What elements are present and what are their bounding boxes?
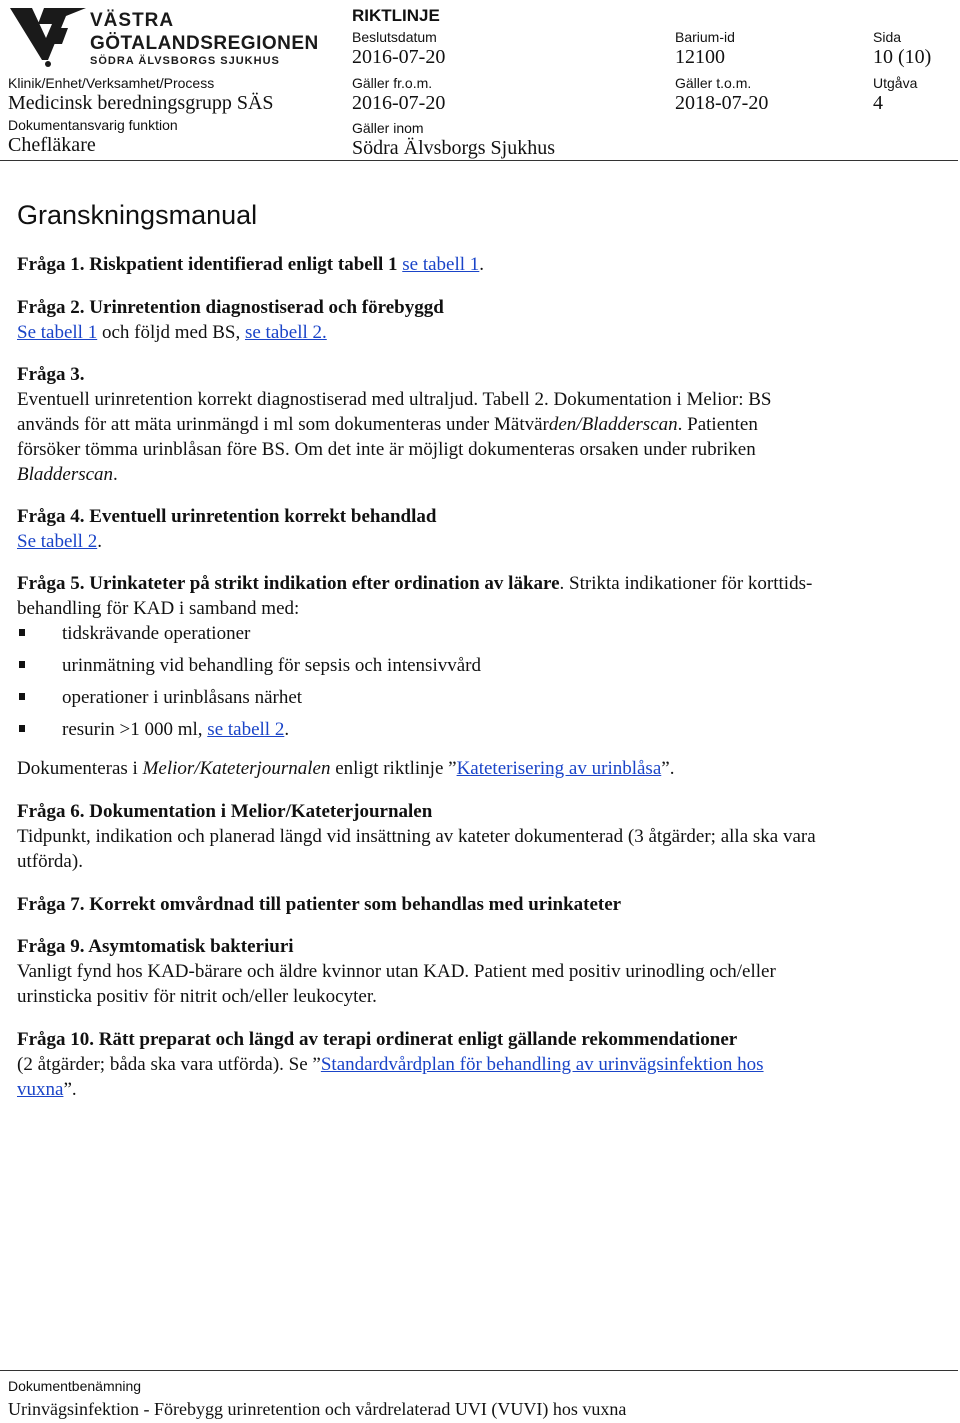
question-4-link[interactable]: Se tabell 2 <box>17 531 98 552</box>
question-4-end: . <box>97 531 102 552</box>
question-7 <box>17 892 947 917</box>
question-2 <box>17 295 947 345</box>
question-9-line-1: Vanligt fynd hos KAD-bärare och äldre kvinnor utan KAD. Patient med positiv urinodling och/eller <box>17 961 776 982</box>
edition-label: Utgåva <box>873 75 918 91</box>
question-5 <box>17 571 947 621</box>
list-item <box>17 685 481 717</box>
question-1 <box>17 252 947 277</box>
question-5-heading: Fråga 5. Urinkateter på strikt indikation efter ordination av läkare <box>17 573 560 594</box>
list-item-text: urinmätning vid behandling för sepsis och intensivvård <box>62 655 481 676</box>
list-item-text: resurin >1 000 ml, <box>62 719 208 740</box>
responsible-value: Chefläkare <box>8 134 96 156</box>
logo-line-3: SÖDRA ÄLVSBORGS SJUKHUS <box>90 55 280 67</box>
footer-divider <box>0 1370 958 1371</box>
question-3-line-2b: den/Bladderscan <box>548 414 678 435</box>
doc-italic: Melior/Kateterjournalen <box>142 758 331 779</box>
list-item-text: tidskrävande operationer <box>62 623 251 644</box>
beslutsdatum-label: Beslutsdatum <box>352 29 437 45</box>
valid-within-value: Södra Älvsborgs Sjukhus <box>352 137 555 159</box>
question-5-text-2: behandling för KAD i samband med: <box>17 598 300 619</box>
question-10-text: (2 åtgärder; båda ska vara utförda). Se ” <box>17 1054 321 1075</box>
indication-list <box>17 621 481 749</box>
barium-id-label: Barium-id <box>675 29 735 45</box>
question-4-heading: Fråga 4. Eventuell urinretention korrekt behandlad <box>17 506 437 527</box>
footer-document-name: Urinvägsinfektion - Förebygg urinretention och vårdrelaterad UVI (VUVI) hos vuxna <box>8 1399 627 1419</box>
doc-end: ”. <box>661 758 675 779</box>
footer-label: Dokumentbenämning <box>8 1378 142 1394</box>
bullet-4-end: . <box>284 719 290 740</box>
question-3-line-2a: används för att mäta urinmängd i ml som dokumenteras under Mätvär <box>17 414 549 435</box>
question-7-heading: Fråga 7. Korrekt omvårdnad till patienter som behandlas med urinkateter <box>17 894 622 915</box>
header-divider <box>0 160 958 161</box>
question-2-text: och följd med BS, <box>97 322 245 343</box>
question-3-heading: Fråga 3. <box>17 364 85 385</box>
question-1-link[interactable]: se tabell 1 <box>402 254 480 275</box>
question-2-heading: Fråga 2. Urinretention diagnostiserad och förebyggd <box>17 297 444 318</box>
question-6 <box>17 799 947 874</box>
bullet-4-link[interactable]: se tabell 2 <box>207 719 285 740</box>
edition-value: 4 <box>873 92 883 114</box>
question-6-line-1: Tidpunkt, indikation och planerad längd vid insättning av kateter dokumenterad (3 åtgärder; alla ska vara <box>17 826 816 847</box>
valid-from-label: Gäller fr.o.m. <box>352 75 433 91</box>
list-item <box>17 653 481 685</box>
question-1-heading: Fråga 1. Riskpatient identifierad enligt tabell 1 <box>17 254 398 275</box>
question-6-line-2: utförda). <box>17 851 83 872</box>
valid-to-value: 2018-07-20 <box>675 92 769 114</box>
question-2-link-1[interactable]: Se tabell 1 <box>17 322 98 343</box>
bullet-square-icon <box>19 725 25 732</box>
question-3-line-2c: . Patienten <box>677 414 758 435</box>
valid-within-label: Gäller inom <box>352 120 424 136</box>
question-5-documentation <box>17 756 947 781</box>
question-6-heading: Fråga 6. Dokumentation i Melior/Kateterjournalen <box>17 801 433 822</box>
question-4 <box>17 504 947 554</box>
list-item <box>17 621 481 653</box>
question-5-text-1: . Strikta indikationer för korttids- <box>559 573 813 594</box>
question-3-line-1: Eventuell urinretention korrekt diagnostiserad med ultraljud. Tabell 2. Dokumentation i Melior: BS <box>17 389 772 410</box>
logo-line-1: VÄSTRA <box>90 10 175 31</box>
question-3-line-3: försöker tömma urinblåsan före BS. Om det inte är möjligt dokumenteras orsaken under rubriken <box>17 439 756 460</box>
page-value: 10 (10) <box>873 46 932 68</box>
barium-id-value: 12100 <box>675 46 725 68</box>
valid-to-label: Gäller t.o.m. <box>675 75 752 91</box>
klinik-value: Medicinsk beredningsgrupp SÄS <box>8 92 274 114</box>
question-10 <box>17 1027 947 1102</box>
logo-line-2: GÖTALANDSREGIONEN <box>90 33 319 54</box>
question-1-end: . <box>479 254 485 275</box>
valid-from-value: 2016-07-20 <box>352 92 446 114</box>
klinik-label: Klinik/Enhet/Verksamhet/Process <box>8 75 215 91</box>
document-type: RIKTLINJE <box>352 6 440 25</box>
doc-pre: Dokumenteras i <box>17 758 143 779</box>
question-9-line-2: urinsticka positiv för nitrit och/eller leukocyter. <box>17 986 377 1007</box>
question-9-heading: Fråga 9. Asymtomatisk bakteriuri <box>17 936 294 957</box>
bullet-square-icon <box>19 661 25 668</box>
question-10-end: ”. <box>63 1079 77 1100</box>
bullet-square-icon <box>19 629 25 636</box>
question-9 <box>17 934 947 1009</box>
standardvardplan-link-b[interactable]: vuxna <box>17 1079 64 1100</box>
question-3-line-4a: Bladderscan <box>17 464 114 485</box>
organization-logo <box>8 4 328 70</box>
doc-mid: enligt riktlinje ” <box>330 758 457 779</box>
page-title: Granskningsmanual <box>17 200 258 230</box>
beslutsdatum-value: 2016-07-20 <box>352 46 446 68</box>
question-3-line-4b: . <box>113 464 118 485</box>
standardvardplan-link-a[interactable]: Standardvårdplan för behandling av urinvägsinfektion hos <box>320 1054 764 1075</box>
responsible-label: Dokumentansvarig funktion <box>8 117 178 133</box>
kateterisering-link[interactable]: Kateterisering av urinblåsa <box>456 758 662 779</box>
page-label: Sida <box>873 29 902 45</box>
list-item <box>17 717 481 749</box>
list-item-text: operationer i urinblåsans närhet <box>62 687 303 708</box>
vgr-emblem-icon <box>8 4 88 68</box>
question-10-heading: Fråga 10. Rätt preparat och längd av terapi ordinerat enligt gällande rekommendationer <box>17 1029 738 1050</box>
question-3 <box>17 362 947 487</box>
question-2-link-2[interactable]: se tabell 2. <box>244 322 327 343</box>
bullet-square-icon <box>19 693 25 700</box>
